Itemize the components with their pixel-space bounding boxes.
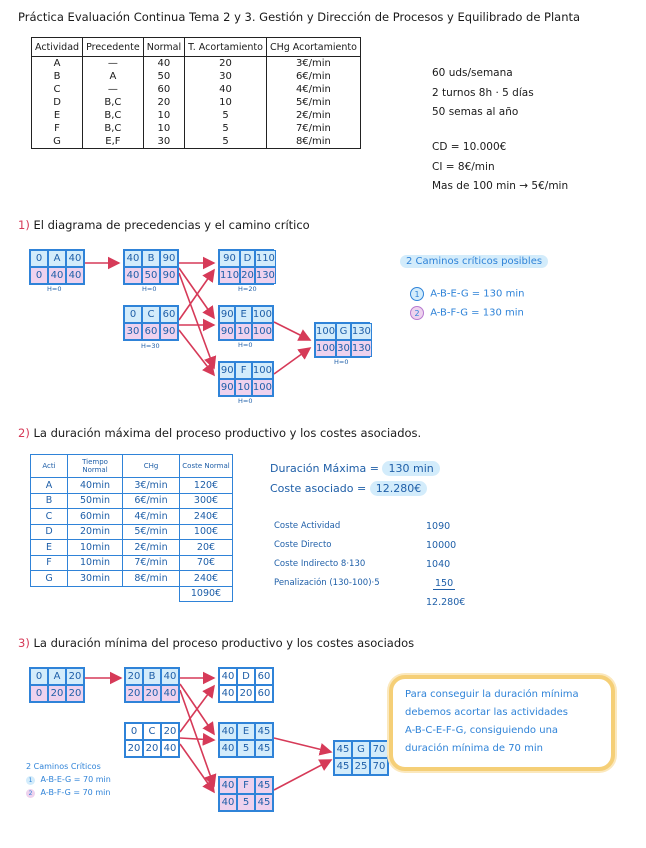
table-row — [32, 70, 361, 83]
section3-text: La duración mínima del proceso productivo y los costes asociados — [33, 636, 415, 650]
cell: 6€/min — [123, 493, 180, 509]
node-cell: 40 — [161, 685, 179, 702]
node-cell: 110 — [255, 250, 276, 267]
path-text: A-B-F-G = 70 min — [40, 788, 111, 797]
node-cell: F — [237, 777, 255, 794]
node-cell: 0 — [30, 250, 48, 267]
node-cell: 40 — [124, 250, 142, 267]
node-cell: 20 — [66, 685, 84, 702]
cell: 300€ — [180, 493, 233, 509]
cell: C — [32, 83, 83, 96]
cell: G — [32, 135, 83, 149]
cell: 30 — [143, 135, 184, 149]
slack-label: H=0 — [142, 285, 157, 293]
node-cell: 40 — [161, 740, 179, 757]
node-cell: 110 — [219, 267, 240, 284]
activity-table — [31, 37, 361, 149]
slack-label: H=0 — [238, 397, 253, 405]
node-cell: G — [336, 323, 351, 340]
cell: B,C — [83, 96, 144, 109]
cell: 5€/min — [266, 96, 360, 109]
cell: B,C — [83, 122, 144, 135]
node-e-min — [218, 722, 274, 758]
cell: E — [31, 540, 68, 556]
node-cell: 90 — [219, 306, 235, 323]
cell: 240€ — [180, 571, 233, 587]
node-cell: 45 — [255, 740, 273, 757]
arrow-e-g — [274, 322, 310, 340]
note-ci: CI = 8€/min — [432, 161, 495, 173]
cell: 2€/min — [123, 540, 180, 556]
node-cell: 0 — [30, 267, 48, 284]
cost-value: 10000 — [426, 540, 457, 551]
node-cell: 90 — [219, 250, 240, 267]
cell: F — [32, 122, 83, 135]
table-header: Coste Normal — [180, 455, 233, 478]
node-cell: 40 — [219, 723, 237, 740]
table-row — [31, 571, 233, 587]
arrow-f-g — [274, 760, 331, 790]
table-row — [32, 135, 361, 149]
max-duration-label: Duración Máxima = — [270, 462, 379, 475]
node-cell: 70 — [370, 758, 388, 775]
note-weeks: 50 semas al año — [432, 106, 519, 118]
node-c-min — [124, 722, 180, 758]
cell: 5 — [185, 122, 267, 135]
node-cell: 20 — [125, 685, 143, 702]
node-cell: 40 — [124, 267, 142, 284]
node-cell: 90 — [160, 250, 178, 267]
cell: D — [31, 524, 68, 540]
cell: 100€ — [180, 524, 233, 540]
associated-cost-value: 12.280€ — [370, 481, 428, 496]
cost-value: 150 — [435, 578, 454, 589]
section2-text: La duración máxima del proceso productivo y los costes asociados. — [33, 426, 422, 440]
critical-path-min-2 — [26, 788, 110, 798]
critical-path-2 — [410, 306, 524, 320]
node-cell: 5 — [237, 794, 255, 811]
node-cell: 20 — [125, 668, 143, 685]
node-cell: 40 — [219, 740, 237, 757]
cell: F — [31, 555, 68, 571]
cell: 7€/min — [266, 122, 360, 135]
section2-number: 2) — [18, 426, 30, 440]
node-cell: 100 — [252, 379, 273, 396]
cell: 8€/min — [123, 571, 180, 587]
path-text: A-B-F-G = 130 min — [430, 307, 524, 319]
node-cell: F — [235, 362, 251, 379]
node-d-min — [218, 667, 274, 703]
node-g — [314, 322, 370, 358]
slack-label: H=0 — [47, 285, 62, 293]
min-duration-note — [389, 675, 615, 771]
cell: 7€/min — [123, 555, 180, 571]
node-cell: 20 — [66, 668, 84, 685]
cell: B — [32, 70, 83, 83]
node-cell: 45 — [255, 723, 273, 740]
cell: A — [32, 57, 83, 71]
node-cell: 100 — [315, 323, 336, 340]
node-cell: 60 — [255, 685, 273, 702]
note-cd: CD = 10.000€ — [432, 141, 507, 153]
arrow-c-e — [180, 738, 214, 740]
table-header: Precedente — [83, 38, 144, 57]
cell: B,C — [83, 109, 144, 122]
node-cell: 130 — [351, 323, 372, 340]
node-cell: 45 — [334, 758, 352, 775]
path-number-2: 2 — [26, 789, 35, 798]
node-cell: 5 — [237, 740, 255, 757]
cell: 20 — [143, 96, 184, 109]
critical-paths-title: 2 Caminos críticos posibles — [400, 255, 548, 268]
table-row — [32, 109, 361, 122]
node-cell: D — [237, 668, 255, 685]
node-cell: 50 — [142, 267, 160, 284]
node-cell: C — [142, 306, 160, 323]
table-row — [31, 478, 233, 494]
node-cell: 40 — [66, 250, 84, 267]
cell: 10 — [185, 96, 267, 109]
node-cell: 45 — [255, 794, 273, 811]
cost-total: 12.280€ — [426, 597, 466, 608]
cost-value: 1090 — [426, 521, 451, 532]
note-line: A-B-C-E-F-G, consiguiendo una — [405, 725, 559, 736]
table-row — [32, 83, 361, 96]
table-header: CHg Acortamiento — [266, 38, 360, 57]
associated-cost-label: Coste asociado = — [270, 482, 367, 495]
section1-number: 1) — [18, 218, 30, 232]
cell: A — [31, 478, 68, 494]
cell: 3€/min — [123, 478, 180, 494]
cell: 20€ — [180, 540, 233, 556]
section3-number: 3) — [18, 636, 30, 650]
section1-text: El diagrama de precedencias y el camino crítico — [33, 218, 310, 232]
table-row — [31, 555, 233, 571]
node-cell: 40 — [161, 668, 179, 685]
table-row — [32, 57, 361, 71]
cell: 20 — [185, 57, 267, 71]
node-cell: 10 — [235, 323, 251, 340]
node-cell: 10 — [235, 379, 251, 396]
cell: 3€/min — [266, 57, 360, 71]
total-cell: 1090€ — [180, 586, 233, 602]
max-duration — [270, 462, 440, 475]
node-cell: 90 — [160, 267, 178, 284]
node-cell: 100 — [252, 362, 273, 379]
cell: 40 — [185, 83, 267, 96]
node-cell: 45 — [255, 777, 273, 794]
cell: D — [32, 96, 83, 109]
node-cell: 100 — [315, 340, 336, 357]
cell: E,F — [83, 135, 144, 149]
cell: — — [83, 57, 144, 71]
table-row — [31, 540, 233, 556]
node-b — [123, 249, 179, 285]
node-cell: 0 — [124, 306, 142, 323]
node-a — [29, 249, 85, 285]
node-cell: B — [143, 668, 161, 685]
node-cell: 0 — [30, 685, 48, 702]
cell: 4€/min — [123, 509, 180, 525]
node-cell: 20 — [143, 740, 161, 757]
cost-value: 1040 — [426, 559, 451, 570]
node-d — [218, 249, 274, 285]
table-header: Actividad — [32, 38, 83, 57]
node-c — [123, 305, 179, 341]
cost-label: Coste Indirecto 8·130 — [274, 559, 366, 569]
cell: 120€ — [180, 478, 233, 494]
node-cell: 60 — [142, 323, 160, 340]
node-cell: 40 — [219, 777, 237, 794]
note-units: 60 uds/semana — [432, 67, 513, 79]
cell: 40 — [143, 57, 184, 71]
critical-path-min-1 — [26, 775, 111, 785]
arrow-e-g — [274, 738, 331, 752]
section2-title — [18, 426, 421, 440]
node-cell: 70 — [370, 741, 388, 758]
path-text: A-B-E-G = 130 min — [430, 288, 525, 300]
node-g-min — [333, 740, 389, 776]
node-b-min — [124, 667, 180, 703]
table-row — [31, 524, 233, 540]
max-duration-value: 130 min — [382, 461, 439, 476]
note-shifts: 2 turnos 8h · 5 días — [432, 87, 534, 99]
table-row — [32, 96, 361, 109]
node-e — [218, 305, 274, 341]
node-cell: 100 — [252, 323, 273, 340]
node-cell: 20 — [125, 740, 143, 757]
arrow-c-d — [179, 270, 214, 320]
cell: 60min — [68, 509, 123, 525]
node-cell: 90 — [219, 379, 235, 396]
cell: — — [83, 83, 144, 96]
cell: 10min — [68, 555, 123, 571]
note-penalty: Mas de 100 min → 5€/min — [432, 180, 569, 192]
slack-label: H=30 — [141, 342, 160, 350]
cell: 10min — [68, 540, 123, 556]
table-header: CHg — [123, 455, 180, 478]
cell: E — [32, 109, 83, 122]
node-cell: 40 — [219, 685, 237, 702]
cell: B — [31, 493, 68, 509]
cell: 50min — [68, 493, 123, 509]
cell: 10 — [143, 109, 184, 122]
cell: 60 — [143, 83, 184, 96]
node-cell: 90 — [160, 323, 178, 340]
node-cell: 40 — [66, 267, 84, 284]
cell: 240€ — [180, 509, 233, 525]
section1-title — [18, 218, 310, 232]
cell: 40min — [68, 478, 123, 494]
table-row-total — [31, 586, 233, 602]
node-cell: E — [237, 723, 255, 740]
node-cell: 40 — [219, 668, 237, 685]
cell: 30 — [185, 70, 267, 83]
node-cell: 60 — [255, 668, 273, 685]
cost-label: Penalización (130-100)·5 — [274, 578, 380, 588]
node-cell: 30 — [124, 323, 142, 340]
node-cell: 20 — [237, 685, 255, 702]
cell: 70€ — [180, 555, 233, 571]
associated-cost — [270, 482, 427, 495]
table-header: Acti — [31, 455, 68, 478]
node-cell: 0 — [125, 723, 143, 740]
slack-label: H=0 — [238, 341, 253, 349]
path-text: A-B-E-G = 70 min — [40, 775, 111, 784]
node-cell: 130 — [351, 340, 372, 357]
cell: 5€/min — [123, 524, 180, 540]
node-cell: D — [240, 250, 255, 267]
node-cell: A — [48, 668, 66, 685]
table-header: T. Acortamiento — [185, 38, 267, 57]
table-row — [31, 493, 233, 509]
note-line: debemos acortar las actividades — [405, 707, 568, 718]
path-number-2: 2 — [410, 306, 424, 320]
cell: 50 — [143, 70, 184, 83]
node-cell: B — [142, 250, 160, 267]
node-f-min — [218, 776, 274, 812]
node-cell: 90 — [219, 362, 235, 379]
cell: 5 — [185, 109, 267, 122]
cost-label: Coste Directo — [274, 540, 332, 550]
node-cell: 40 — [219, 794, 237, 811]
node-cell: 100 — [252, 306, 273, 323]
cell: 4€/min — [266, 83, 360, 96]
cell: 2€/min — [266, 109, 360, 122]
cell: 6€/min — [266, 70, 360, 83]
node-cell: A — [48, 250, 66, 267]
cost-table — [30, 454, 233, 602]
critical-paths-min-title: 2 Caminos Críticos — [26, 762, 101, 771]
page-title: Práctica Evaluación Continua Tema 2 y 3. Gestión y Dirección de Procesos y Equilibrado de Planta — [18, 10, 581, 24]
node-cell: 130 — [255, 267, 276, 284]
slack-label: H=20 — [238, 285, 257, 293]
arrow-c-f — [180, 744, 214, 792]
node-cell: 20 — [161, 723, 179, 740]
node-cell: 60 — [160, 306, 178, 323]
cell: 20min — [68, 524, 123, 540]
cell: C — [31, 509, 68, 525]
cell: 5 — [185, 135, 267, 149]
cell: 30min — [68, 571, 123, 587]
critical-path-1 — [410, 287, 524, 301]
path-number-1: 1 — [26, 776, 35, 785]
path-number-1: 1 — [410, 287, 424, 301]
node-cell: E — [235, 306, 251, 323]
table-row — [31, 509, 233, 525]
table-header: Normal — [143, 38, 184, 57]
cell: 8€/min — [266, 135, 360, 149]
node-cell: G — [352, 741, 370, 758]
node-cell: 90 — [219, 323, 235, 340]
note-line: duración mínima de 70 min — [405, 743, 543, 754]
slack-label: H=0 — [334, 358, 349, 366]
node-cell: 40 — [48, 267, 66, 284]
note-line: Para conseguir la duración mínima — [405, 689, 579, 700]
node-cell: 30 — [336, 340, 351, 357]
cell: 10 — [143, 122, 184, 135]
table-row — [32, 122, 361, 135]
node-f — [218, 361, 274, 397]
section3-title — [18, 636, 414, 650]
node-cell: 20 — [240, 267, 255, 284]
node-cell: 0 — [30, 668, 48, 685]
node-cell: 20 — [48, 685, 66, 702]
table-header: Tiempo Normal — [68, 455, 123, 478]
node-cell: 20 — [143, 685, 161, 702]
arrow-b-e — [179, 268, 214, 318]
node-cell: 25 — [352, 758, 370, 775]
node-cell: 45 — [334, 741, 352, 758]
cell: A — [83, 70, 144, 83]
cost-label: Coste Actividad — [274, 521, 341, 531]
arrow-f-g — [274, 348, 310, 374]
cell: G — [31, 571, 68, 587]
node-a-min — [29, 667, 85, 703]
node-cell: C — [143, 723, 161, 740]
